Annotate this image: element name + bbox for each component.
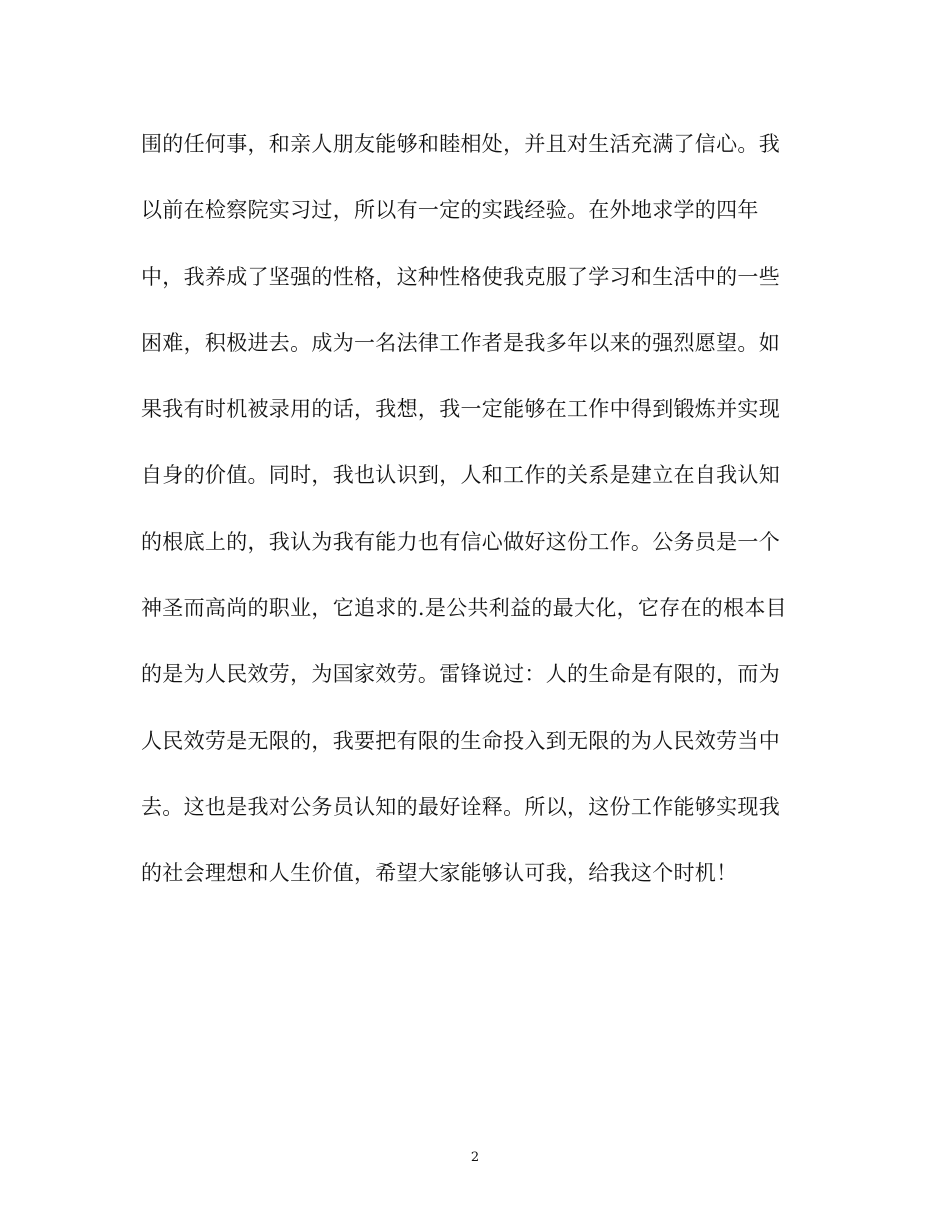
- text-line: 人民效劳是无限的，我要把有限的生命投入到无限的为人民效劳当中: [141, 728, 780, 753]
- text-line: 的社会理想和人生价值，希望大家能够认可我，给我这个时机！: [141, 861, 738, 886]
- body-text: [141, 122, 821, 918]
- text-line: 神圣而高尚的职业，它追求的.是公共利益的最大化，它存在的根本目: [141, 596, 787, 621]
- page-number: 2: [470, 1150, 480, 1165]
- text-line: 以前在检察院实习过，所以有一定的实践经验。在外地求学的四年: [141, 198, 759, 223]
- text-line: 中，我养成了坚强的性格，这种性格使我克服了学习和生活中的一些: [141, 264, 780, 289]
- text-line: 去。这也是我对公务员认知的最好诠释。所以，这份工作能够实现我: [141, 794, 780, 819]
- text-line: 困难，积极进去。成为一名法律工作者是我多年以来的强烈愿望。如: [141, 330, 780, 355]
- text-line: 的根底上的，我认为我有能力也有信心做好这份工作。公务员是一个: [141, 529, 780, 554]
- text-line: 自身的价值。同时，我也认识到，人和工作的关系是建立在自我认知: [141, 463, 780, 488]
- text-line: 的是为人民效劳，为国家效劳。雷锋说过：人的生命是有限的，而为: [141, 662, 780, 687]
- text-line: 围的任何事，和亲人朋友能够和睦相处，并且对生活充满了信心。我: [141, 132, 780, 156]
- text-line: 果我有时机被录用的话，我想，我一定能够在工作中得到锻炼并实现: [141, 397, 780, 422]
